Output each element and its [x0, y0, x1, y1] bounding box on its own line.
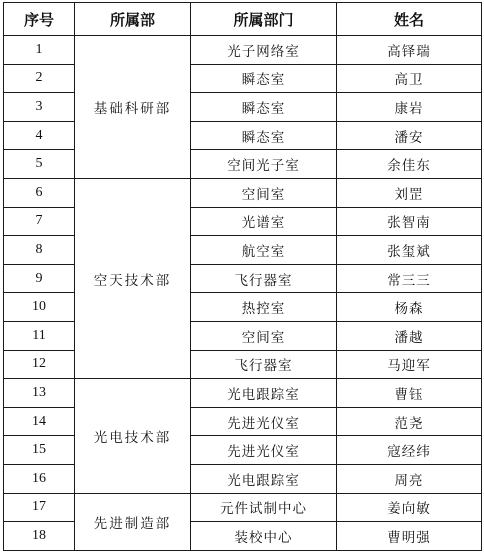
row-index: 6: [4, 178, 75, 207]
department-cell: 装校中心: [191, 522, 337, 551]
table-row: [4, 178, 482, 207]
table-header: [4, 3, 482, 36]
person-name-cell: 寇经纬: [337, 436, 482, 465]
row-index: 3: [4, 93, 75, 122]
department-cell: 空间室: [191, 178, 337, 207]
department-cell: 光谱室: [191, 207, 337, 236]
header-division: 所属部: [75, 3, 191, 36]
person-name-cell: 刘罡: [337, 178, 482, 207]
department-cell: 空间光子室: [191, 150, 337, 179]
row-index: 1: [4, 36, 75, 65]
row-index: 5: [4, 150, 75, 179]
header-name: 姓名: [337, 3, 482, 36]
row-index: 7: [4, 207, 75, 236]
person-name-cell: 范尧: [337, 407, 482, 436]
row-index: 18: [4, 522, 75, 551]
row-index: 2: [4, 64, 75, 93]
person-name-cell: 曹钰: [337, 379, 482, 408]
department-cell: 光子网络室: [191, 36, 337, 65]
person-name-cell: 余佳东: [337, 150, 482, 179]
person-name-cell: 曹明强: [337, 522, 482, 551]
department-cell: 瞬态室: [191, 121, 337, 150]
department-cell: 瞬态室: [191, 64, 337, 93]
row-index: 17: [4, 493, 75, 522]
person-name-cell: 姜向敏: [337, 493, 482, 522]
table-row: [4, 379, 482, 408]
department-cell: 空间室: [191, 321, 337, 350]
header-department: 所属部门: [191, 3, 337, 36]
department-cell: 先进光仪室: [191, 436, 337, 465]
department-cell: 先进光仪室: [191, 407, 337, 436]
header-index: 序号: [4, 3, 75, 36]
table-row: [4, 36, 482, 65]
row-index: 8: [4, 236, 75, 265]
department-cell: 元件试制中心: [191, 493, 337, 522]
person-name-cell: 张智南: [337, 207, 482, 236]
department-cell: 飞行器室: [191, 350, 337, 379]
person-name-cell: 张玺斌: [337, 236, 482, 265]
person-name-cell: 高铎瑞: [337, 36, 482, 65]
department-cell: 光电跟踪室: [191, 464, 337, 493]
row-index: 14: [4, 407, 75, 436]
division-cell: 光电技术部: [75, 379, 191, 493]
row-index: 16: [4, 464, 75, 493]
row-index: 4: [4, 121, 75, 150]
department-cell: 航空室: [191, 236, 337, 265]
department-cell: 瞬态室: [191, 93, 337, 122]
department-cell: 飞行器室: [191, 264, 337, 293]
person-name-cell: 康岩: [337, 93, 482, 122]
person-name-cell: 高卫: [337, 64, 482, 93]
person-name-cell: 潘安: [337, 121, 482, 150]
row-index: 10: [4, 293, 75, 322]
division-cell: 空天技术部: [75, 178, 191, 378]
row-index: 15: [4, 436, 75, 465]
row-index: 13: [4, 379, 75, 408]
row-index: 12: [4, 350, 75, 379]
department-cell: 热控室: [191, 293, 337, 322]
department-cell: 光电跟踪室: [191, 379, 337, 408]
row-index: 9: [4, 264, 75, 293]
person-name-cell: 潘越: [337, 321, 482, 350]
person-name-cell: 周亮: [337, 464, 482, 493]
row-index: 11: [4, 321, 75, 350]
header-row: [4, 3, 482, 36]
division-cell: 先进制造部: [75, 493, 191, 550]
table-body: [4, 36, 482, 551]
person-name-cell: 常三三: [337, 264, 482, 293]
table-row: [4, 493, 482, 522]
person-name-cell: 马迎军: [337, 350, 482, 379]
person-name-cell: 杨森: [337, 293, 482, 322]
personnel-table: [3, 2, 482, 551]
division-cell: 基础科研部: [75, 36, 191, 179]
